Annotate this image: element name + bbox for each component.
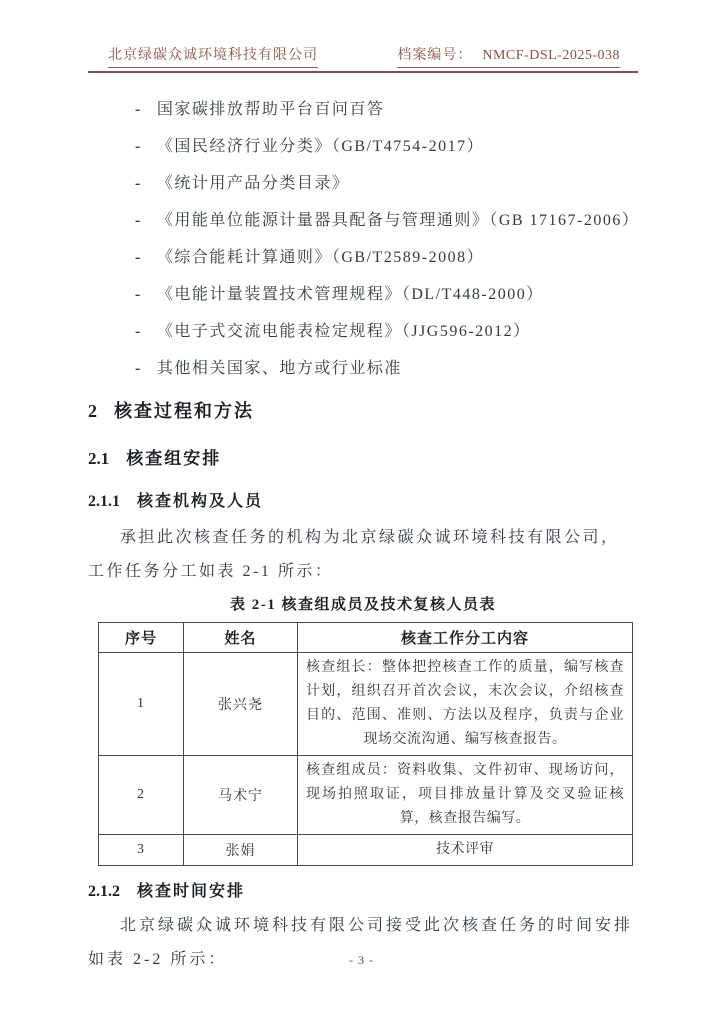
section-heading-2: [88, 397, 638, 423]
dash-bullet: -: [135, 212, 142, 229]
cell-duty: 核查组长：整体把控核查工作的质量，编写核查计划，组织召开首次会议，末次会议，介绍核查目的、范围、准则、方法以及程序，负责与企业现场交流沟通、编写核查报告。: [298, 653, 633, 756]
dash-bullet: -: [135, 101, 142, 118]
dash-bullet: -: [135, 360, 142, 377]
section-heading-2-1: [88, 444, 638, 469]
table-row: [99, 756, 633, 835]
dash-bullet: -: [135, 323, 142, 340]
section-number: 2.1: [88, 449, 110, 468]
paragraph-line: 北京绿碳众诚环境科技有限公司接受此次核查任务的时间安排: [120, 917, 634, 934]
section-title: 核查过程和方法: [114, 401, 254, 421]
list-item-text: 国家碳排放帮助平台百问百答: [156, 101, 385, 118]
cell-no: 2: [99, 756, 184, 835]
list-item-text: 其他相关国家、地方或行业标准: [156, 360, 402, 377]
column-header-no: 序号: [99, 623, 184, 653]
list-item: [135, 138, 638, 156]
list-item: [135, 101, 638, 119]
table-row: [99, 653, 633, 756]
section-number: 2.1.1: [88, 493, 120, 510]
section-heading-2-1-2: [88, 878, 638, 901]
paragraph-line: 如表 2-2 所示：: [88, 951, 228, 968]
list-item: [135, 175, 638, 193]
section-title: 核查组安排: [126, 449, 222, 468]
dash-bullet: -: [135, 249, 142, 266]
paragraph-line: 承担此次核查任务的机构为北京绿碳众诚环境科技有限公司，: [120, 529, 620, 546]
cell-no: 3: [99, 835, 184, 866]
section-number: 2.1.2: [88, 883, 120, 900]
cell-duty: 核查组成员：资料收集、文件初审、现场访问，现场拍照取证，项目排放量计算及交叉验证核算，核查报告编写。: [298, 756, 633, 835]
list-item-text: 《统计用产品分类目录》: [156, 175, 350, 192]
archive-number-value: NMCF-DSL-2025-038: [482, 48, 620, 63]
list-item-text: 《综合能耗计算通则》（GB/T2589-2008）: [156, 249, 485, 266]
list-item: [135, 286, 638, 304]
column-header-name: 姓名: [184, 623, 298, 653]
list-item: [135, 249, 638, 267]
dash-bullet: -: [135, 138, 142, 155]
cell-name: 张娟: [184, 835, 298, 866]
page-number: - 3 -: [349, 953, 374, 967]
list-item: [135, 360, 638, 378]
header-divider: [88, 71, 638, 73]
cell-name: 马术宁: [184, 756, 298, 835]
cell-name: 张兴尧: [184, 653, 298, 756]
section-number: 2: [88, 401, 97, 421]
section-heading-2-1-1: [88, 488, 638, 511]
column-header-duty: 核查工作分工内容: [298, 623, 633, 653]
header-row: [88, 44, 638, 68]
verification-team-table: [98, 622, 633, 866]
paragraph-org-assignment: [88, 521, 638, 589]
list-item-text: 《电子式交流电能表检定规程》（JJG596-2012）: [156, 323, 531, 340]
dash-bullet: -: [135, 286, 142, 303]
reference-standards-list: [135, 101, 638, 378]
dash-bullet: -: [135, 175, 142, 192]
section-title: 核查机构及人员: [137, 493, 264, 510]
list-item-text: 《国民经济行业分类》（GB/T4754-2017）: [156, 138, 485, 155]
table-row: [99, 835, 633, 866]
list-item-text: 《电能计量装置技术管理规程》（DL/T448-2000）: [156, 286, 544, 303]
archive-number-label: 档案编号：: [397, 48, 473, 63]
section-title: 核查时间安排: [137, 883, 246, 900]
page-header: [88, 44, 638, 73]
paragraph-line: 工作任务分工如表 2-1 所示：: [88, 563, 334, 580]
header-company-name: 北京绿碳众诚环境科技有限公司: [108, 44, 318, 68]
list-item-text: 《用能单位能源计量器具配备与管理通则》（GB 17167-2006）: [156, 212, 640, 229]
cell-no: 1: [99, 653, 184, 756]
list-item: [135, 212, 638, 230]
table-caption: 表 2-1 核查组成员及技术复核人员表: [230, 597, 496, 613]
header-archive-number: [397, 44, 620, 68]
table-header-row: [99, 623, 633, 653]
list-item: [135, 323, 638, 341]
cell-duty: 技术评审: [298, 835, 633, 866]
